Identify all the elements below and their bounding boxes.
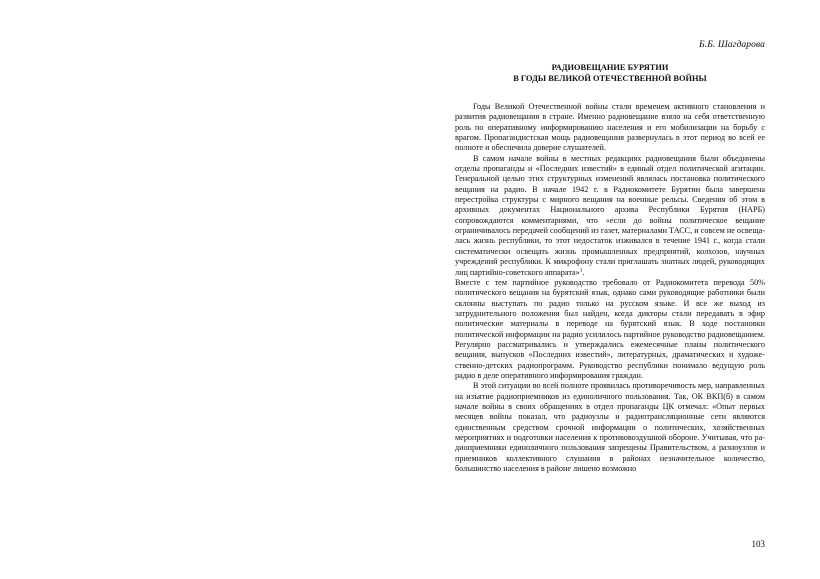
paragraph-2-text: В самом начале войны в местных редакциях радиовещания были объединены отделы пропаганды и «Последних известий» в единый отдел политической агитации. Генеральной целью этих структурных изменений являлась постановка политического вещания на радио. В начале 1942 г. в Радиокомитете Бурятии была завершена перестройка структуры с мирного вещания на военные рельсы. Сведения об этом в архивных документах Национального архива Республики Бурятия (НАРБ) сопровождаются комментариями, что «если до войны политическое вещание ограничивалось передачей сообщений из газет, материалами ТАСС, и совсем не освещалась жизнь республики, то этот недостаток изживался в течение 1941 г., когда стали систематически освещать жизнь промышленных предприятий, колхозов, научных учреждений республики. К микрофону стали приглашать знатных людей, руководящих лиц партийно-советского аппарата» [455, 153, 765, 277]
article-body [455, 102, 765, 474]
paragraph-3: Вместе с тем партийное руководство требовало от Радиокомитета перевода 50% политического вещания на бурятский язык, однако сами руководящие работники были склонны выступать по радио только на русском языке. И все же выход из затруднительного положения был найден, когда дикторы стали передавать в эфир политические материалы в переводе на бурятский язык. В ходе постановки политической информации на радио усилилось партийное руководство радиовещанием. Регулярно рассматривались и утверждались ежемесячные планы политического вещания, выпусков «Последних известий», литературных, драматических и художественно-детских радиопрограмм. Руководство республики понимало ведущую роль радио в деле оперативного информирования граждан. [455, 277, 765, 380]
paragraph-1: Годы Великой Отечественной войны стали временем активного становления и развития радиовещания в стране. Именно радиовещание взяло на себя ответственную роль по оперативному информированию населения и его мобилизации на борьбу с врагом. Пропагандистская мощь радиовещания развернулась в этот период во всей ее полноте и обеспечила доверие слушателей. [455, 102, 765, 153]
page-number: 103 [751, 539, 765, 549]
paragraph-2: В самом начале войны в местных редакциях радиовещания были объединены отделы пропаганды и «Последних известий» в единый отдел политической агитации. Генеральной целью этих структурных изменений являлась постановка политического вещания на радио. В начале 1942 г. в Радиокомитете Бурятии была завершена перестройка структуры с мирного вещания на военные рельсы. Сведения об этом в архивных документах Национального архива Республики Бурятия (НАРБ) сопровождаются комментариями, что «если до войны политическое вещание ограничивалось передачей сообщений из газет, материалами ТАСС, и совсем не освещалась жизнь республики, то этот недостаток изживался в течение 1941 г., когда стали систематически освещать жизнь промышленных предприятий, колхозов, научных учреждений республики. К микрофону стали приглашать знатных людей, руководящих лиц партийно-советского аппарата»$^1$. [455, 153, 765, 277]
article-title-line-1: РАДИОВЕЩАНИЕ БУРЯТИИ [551, 63, 669, 72]
running-header-author: Б.Б. Шагдарова [699, 40, 765, 50]
right-page [455, 0, 765, 579]
article-title [455, 63, 765, 84]
footnote-marker: 1 [579, 266, 583, 273]
article-title-line-2: В ГОДЫ ВЕЛИКОЙ ОТЕЧЕСТВЕННОЙ ВОЙНЫ [513, 73, 707, 83]
paragraph-4: В этой ситуации во всей полноте проявилась противоречивость мер, направленных на изъятие радиоприемников из единоличного пользования. Так, ОК ВКП(б) в самом начале войны в своих обращениях в отдел пропаганды ЦК отмечал: «Опыт первых месяцев войны показал, что радиоузлы и радиотрансляционные сети являются единственным средством срочной информации о политических, хозяйственных мероприятиях и подготовки населения к противовоздушной обороне. Учитывая, что радиоприемники единоличного пользования запрещены Правительством, а разноузлов и приемников коллективного слушания в районах незначительное количество, большинство населения в районе лишено возможно [455, 381, 765, 474]
